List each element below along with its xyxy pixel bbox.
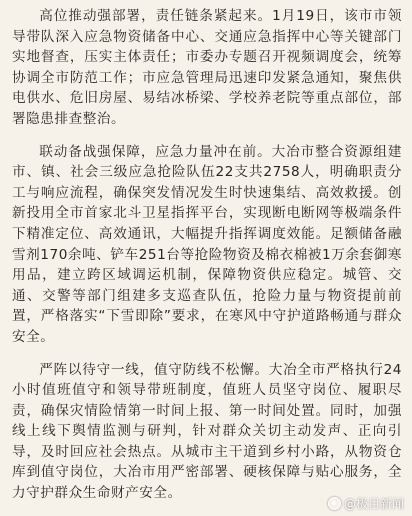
weibo-logo-icon	[328, 497, 341, 510]
watermark-text: @极目新闻	[343, 497, 404, 511]
article-paragraph-emergency-support: 联动备战强保障，应急力量冲在前。大冶市整合资源组建市、镇、社会三级应急抢险队伍22支共2758人，明确职责分工与响应流程，确保突发情况发生时快速集结、高效救援。创新投用全市首家北斗卫星指挥平台，实现断电断网等极端条件下精准定位、高效通讯，大幅提升指挥调度效能。足额储备融雪剂170余吨、铲车251台等抢险物资及棉衣棉被1万余套御寒用品，建立跨区域调运机制，保障物资供应稳定。城管、交通、交警等部门组建多支巡查队伍，抢险力量与物资提前前置，严格落实“下雪即除”要求，在寒风中守护道路畅通与群众安全。	[12, 143, 402, 345]
source-watermark	[328, 495, 404, 512]
article-paragraph-deployment: 高位推动强部署，责任链条紧起来。1月19日，该市市领导带队深入应急物资储备中心、交通应急指挥中心等关键部门实地督查，压实主体责任；市委办专题召开视频调度会，统筹协调全市防范工作；市应急管理局迅速印发紧急通知，聚焦供电供水、危旧房屋、易结冰桥梁、学校养老院等重点部位，部署隐患排查整治。	[12, 8, 402, 127]
article-paragraph-duty-watch: 严阵以待守一线，值守防线不松懈。大冶全市严格执行24小时值班值守和领导带班制度，值班人员坚守岗位、履职尽责，确保灾情险情第一时间上报、第一时间处置。同时，加强线上线下舆情监测与研判，针对群众关切主动发声、正向引导，及时回应社会热点。从城市主干道到乡村小路，从物资仓库到值守岗位，大冶市用严密部署、硬核保障与贴心服务，全力守护群众生命财产安全。	[12, 361, 402, 502]
